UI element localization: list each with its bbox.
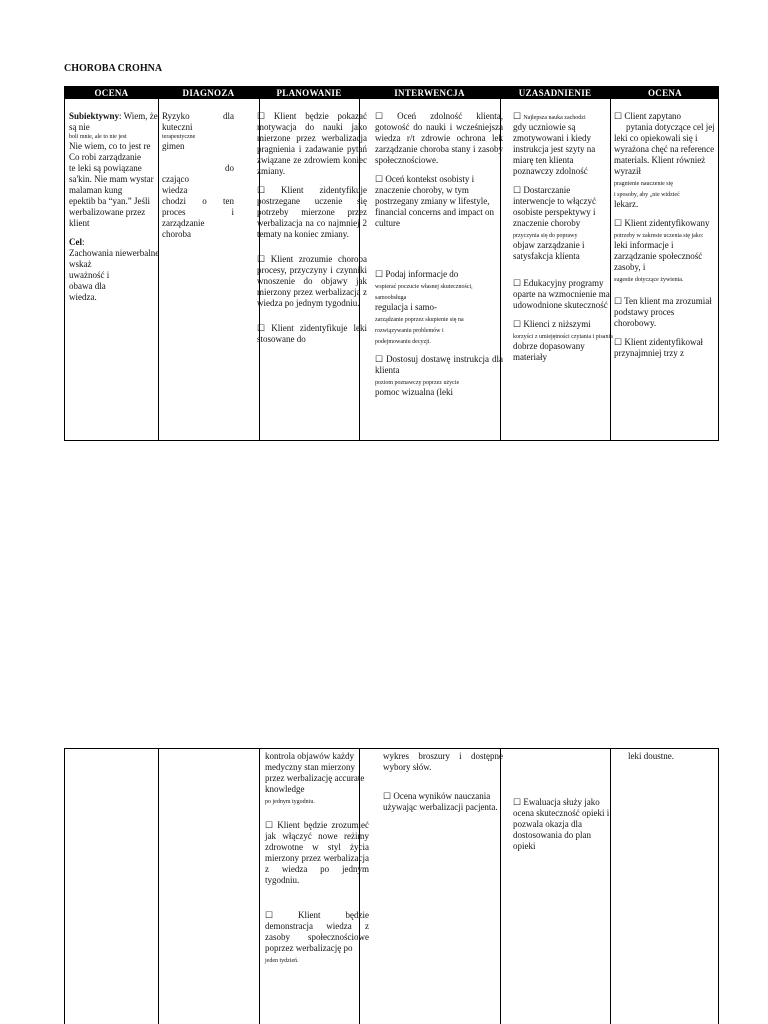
- care-plan-table: [64, 86, 719, 441]
- diagnosis-line: zarządzanie: [162, 218, 205, 228]
- checkbox-icon: ☐: [614, 218, 623, 228]
- checkbox-icon: ☐: [513, 185, 522, 195]
- subjective-line: werbalizowane przez: [69, 207, 146, 217]
- table-header: [65, 87, 718, 99]
- evaluation-small: potrzeby w zakresie uczenia się jako:: [614, 233, 704, 239]
- evaluation-text: leki informacje i zarządzanie społeczność zasoby, i: [614, 240, 703, 272]
- rationale-small: Najlepsza nauka zachodzi: [523, 115, 586, 121]
- checkbox-icon: ☐: [257, 254, 266, 264]
- checkbox-icon: ☐: [614, 337, 623, 347]
- rationale-text: Dostarczanie interwencje to włączyć osobiste perspektywy i znaczenie choroby: [513, 185, 596, 228]
- ocena-cell: [69, 111, 161, 303]
- diagnosis-line: choroba: [162, 229, 191, 239]
- header-ocena: OCENA: [94, 88, 129, 98]
- checkbox-icon: ☐: [383, 791, 392, 801]
- plan-small: jeden tydzień.: [265, 958, 299, 964]
- planowanie-cell-continued: [265, 751, 369, 973]
- interwencja-cell-continued: [383, 751, 503, 821]
- intervention-text: Dostosuj dostawę instrukcja dla klienta: [375, 354, 503, 375]
- rationale-2: [513, 185, 613, 262]
- evaluation-small: sugestie dotyczące żywienia.: [614, 277, 684, 283]
- intervention-small: zarządzanie poprzez skupienie się na: [375, 317, 464, 323]
- plan-text: Klient zidentyfikuje postrzegane uczenie się potrzeby mierzone przez werbalizacja na co najmniej 2 tematy na koniec zmiany.: [257, 185, 367, 239]
- checkbox-icon: ☐: [257, 185, 266, 195]
- diagnosis-line: kuteczni: [162, 122, 193, 132]
- diagnosis-line: gimen: [162, 141, 185, 151]
- diagnosis-line: do: [225, 163, 234, 173]
- diagnosis-line: proces i: [162, 207, 234, 217]
- subjective-line: klient: [69, 218, 90, 228]
- intervention-1: [375, 111, 503, 166]
- intervention-text: wykres broszury i dostępne wybory słów.: [383, 751, 503, 772]
- evaluation-2: [614, 218, 718, 284]
- intervention-3: [375, 269, 503, 346]
- plan-goal-4-continued: [265, 751, 369, 806]
- checkbox-icon: ☐: [375, 174, 384, 184]
- subjective-line: Nie wiem, co to jest re: [69, 141, 151, 151]
- planowanie-cell: [257, 111, 367, 353]
- rationale-text: Ewaluacja służy jako ocena skuteczność opieki i pozwala okazja dla dostosowania do plan opieki: [513, 797, 610, 851]
- plan-text: Klient zidentyfikuje leki stosowane do: [257, 323, 368, 344]
- evaluation-text: leki doustne.: [628, 751, 674, 761]
- rationale-5: [513, 797, 613, 852]
- diagnoza-cell: [162, 111, 234, 240]
- intervention-text: Oceń zdolność klienta, gotowość do nauki i wcześniejsza wiedza r/t zdrowie ochrona lek zarządzanie choroba stany i zasoby społecznościowe.: [375, 111, 503, 165]
- intervention-text: regulacja i samo-: [375, 302, 437, 312]
- diagnosis-line: czająco: [162, 174, 189, 184]
- plan-goal-2: [257, 185, 367, 240]
- document-title: CHOROBA CROHNA: [64, 63, 163, 74]
- subjective-line: epektib ba “yan.” Jeśli: [69, 196, 150, 206]
- subjective-line: malaman kung: [69, 185, 123, 195]
- intervention-text: Podaj informacje do: [385, 269, 459, 279]
- intervention-5: [383, 791, 503, 813]
- checkbox-icon: ☐: [257, 111, 266, 121]
- evaluation-text: Ten klient ma zrozumiał podstawy proces chorobowy.: [614, 296, 712, 328]
- checkbox-icon: ☐: [375, 111, 384, 121]
- objective-colon: :: [82, 237, 85, 247]
- diagnosis-line: terapeutyczne: [162, 134, 196, 140]
- uzasadnienie-cell-continued: [513, 797, 613, 860]
- rationale-text: Klienci z niższymi: [523, 319, 591, 329]
- subjective-label: Subiektywny: [69, 111, 120, 121]
- intervention-small: poziom poznawczy poprzez użycie: [375, 380, 460, 386]
- intervention-small: rozwiązywaniu problemów i: [375, 328, 444, 334]
- evaluation-small: i sposoby, aby „nie widzieć: [614, 192, 680, 198]
- subjective-line: boli mnie, ale to nie jest: [69, 134, 127, 140]
- checkbox-icon: ☐: [513, 278, 522, 288]
- objective-line: wiedza.: [69, 292, 97, 302]
- rationale-text: dobrze dopasowany materiały: [513, 341, 585, 362]
- intervention-text: Oceń kontekst osobisty i znaczenie choroby, w tym postrzegany zmiany w lifestyle, financial concerns and impact on culture: [375, 174, 494, 228]
- checkbox-icon: ☐: [614, 296, 623, 306]
- rationale-small: przyczynia się do poprawy: [513, 233, 578, 239]
- header-uzasadnienie: UZASADNIENIE: [518, 88, 592, 98]
- subjective-text: : Wiem, że są nie: [69, 111, 158, 132]
- column-divider: [158, 749, 159, 1024]
- column-divider: [610, 749, 611, 1024]
- header-diagnoza: DIAGNOZA: [182, 88, 235, 98]
- checkbox-icon: ☐: [375, 354, 384, 364]
- header-interwencja: INTERWENCJA: [394, 88, 465, 98]
- checkbox-icon: ☐: [513, 319, 522, 329]
- care-plan-table-continued: [64, 748, 719, 1024]
- checkbox-icon: ☐: [513, 797, 522, 807]
- checkbox-icon: ☐: [513, 111, 522, 121]
- plan-text: Klient będzie zrozumieć jak włączyć nowe reżimy zdrowotne w styl życia mierzony przez werbalizacja z wiedza po jednym tygodniu.: [265, 820, 369, 885]
- objective-line: Zachowania niewerbalne: [69, 248, 160, 258]
- rationale-text: objaw zarządzanie i satysfakcja klienta: [513, 240, 585, 261]
- plan-text: Klient zrozumie choroba procesy, przyczyny i czynniki wnoszenie do objawy jak mierzony przez werbalizacja z wiedza po jednym tygodniu.: [257, 254, 368, 308]
- intervention-small: wspierać poczucie własnej skuteczności, samoobsługa: [375, 284, 473, 301]
- checkbox-icon: ☐: [375, 269, 384, 279]
- checkbox-icon: ☐: [265, 910, 274, 920]
- interwencja-cell: [375, 111, 503, 406]
- objective-label: Cel: [69, 237, 82, 247]
- intervention-4-continued: [383, 751, 503, 773]
- evaluation-text: Klient zidentyfikował przynajmniej trzy z: [614, 337, 704, 358]
- plan-text: Klient będzie pokazać motywacja do nauki jako mierzone przez werbalizacja pragnienia i zadawanie pytań związane ze zdrowiem koniec zmiany.: [257, 111, 368, 176]
- rationale-small: korzyści z umiejętności czytania i pisania: [513, 334, 613, 340]
- evaluation-4-continued: [628, 751, 718, 762]
- diagnosis-line: chodzi o ten: [162, 196, 234, 206]
- rationale-1: [513, 111, 613, 177]
- objective-line: obawa dla: [69, 281, 106, 291]
- diagnosis-line: Ryzyko dla: [162, 111, 234, 121]
- objective-line: uważność i: [69, 270, 110, 280]
- plan-goal-1: [257, 111, 367, 177]
- rationale-3: [513, 278, 613, 311]
- plan-text: kontrola objawów każdy medyczny stan mierzony przez werbalizację accurate knowledge: [265, 751, 365, 794]
- evaluation-text: lekarz.: [614, 199, 639, 209]
- evaluation-text: Klient zidentyfikowany: [624, 218, 710, 228]
- plan-text: Klient będzie demonstracja wiedza z zasoby społecznościowe poprzez werbalizację po: [265, 910, 369, 953]
- objective-line: wskaż: [69, 259, 92, 269]
- intervention-text: pomoc wizualna (leki: [375, 387, 453, 397]
- subjective-line: Co robi zarządzanie: [69, 152, 141, 162]
- evaluation-1: [614, 111, 718, 210]
- plan-goal-3: [257, 254, 367, 309]
- intervention-4: [375, 354, 503, 398]
- evaluation-text: Client zapytano: [624, 111, 682, 121]
- uzasadnienie-cell: [513, 111, 613, 371]
- subjective-line: te leki są powiązane: [69, 163, 142, 173]
- column-divider: [259, 749, 260, 1024]
- plan-goal-5: [265, 820, 369, 886]
- evaluation-cell: [614, 111, 718, 367]
- evaluation-text: pytania dotyczące cel jej leki co opiekowali się i wyrażona chęć na reference materials. Klient również wyraził: [614, 122, 715, 176]
- evaluation-cell-continued: [628, 751, 718, 770]
- checkbox-icon: ☐: [257, 323, 266, 333]
- intervention-small: podejmowaniu decyzji.: [375, 339, 431, 345]
- evaluation-4: [614, 337, 718, 359]
- rationale-text: Edukacyjny programy oparte na wzmocnienie ma udowodnione skuteczność: [513, 278, 610, 310]
- evaluation-3: [614, 296, 718, 329]
- plan-goal-4: [257, 323, 367, 345]
- subjective-line: sa'kin. Nie mam wystar: [69, 174, 154, 184]
- rationale-text: gdy uczniowie są zmotywowani i kiedy instrukcja jest szyty na miarę ten klienta poznawczy zdolność: [513, 122, 596, 176]
- diagnosis-line: wiedza: [162, 185, 188, 195]
- header-ocena-2: OCENA: [647, 88, 682, 98]
- checkbox-icon: ☐: [614, 111, 623, 121]
- intervention-2: [375, 174, 503, 229]
- evaluation-small: pragnienie nauczenie się: [614, 181, 673, 187]
- header-planowanie: PLANOWANIE: [276, 88, 342, 98]
- intervention-text: Ocena wyników nauczania używając werbalizacji pacjenta.: [383, 791, 498, 812]
- plan-goal-6: [265, 910, 369, 965]
- checkbox-icon: ☐: [265, 820, 274, 830]
- rationale-4: [513, 319, 613, 363]
- plan-small: po jednym tygodniu.: [265, 799, 315, 805]
